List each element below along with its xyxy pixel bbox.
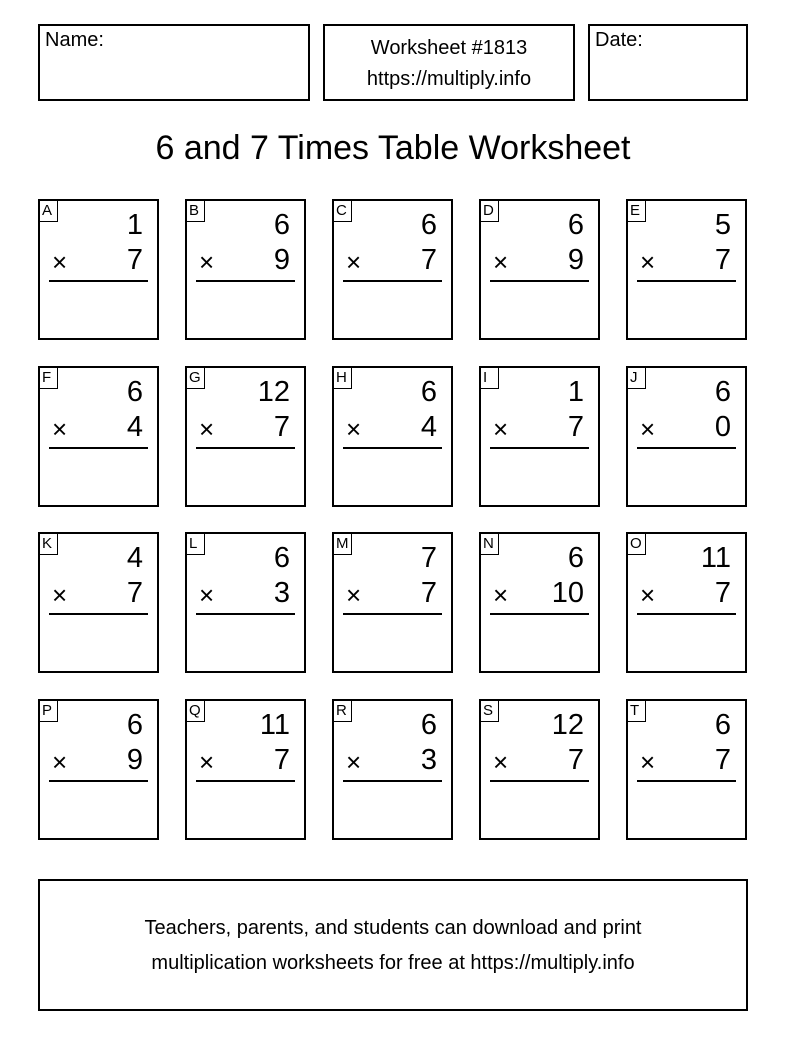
- times-icon: ×: [199, 580, 215, 610]
- multiplier: 0: [714, 411, 731, 443]
- worksheet-url: https://multiply.info: [366, 68, 532, 90]
- times-icon: ×: [199, 747, 215, 777]
- answer-line: [49, 280, 148, 282]
- multiplicand: 5: [714, 209, 731, 241]
- times-icon: ×: [346, 247, 362, 277]
- problem-letter: S: [479, 699, 499, 722]
- problem-letter: N: [479, 532, 499, 555]
- multiplicand: 6: [273, 209, 290, 241]
- problem-letter: R: [332, 699, 352, 722]
- problem-letter: M: [332, 532, 352, 555]
- times-icon: ×: [52, 747, 68, 777]
- multiplicand: 6: [714, 709, 731, 741]
- multiplier: 7: [126, 244, 143, 276]
- multiplicand: 4: [126, 542, 143, 574]
- multiplier: 7: [714, 577, 731, 609]
- multiplier: 7: [567, 411, 584, 443]
- multiplier: 7: [567, 744, 584, 776]
- problem-letter: F: [38, 366, 58, 389]
- problem-card[interactable]: [626, 199, 747, 340]
- problem-card[interactable]: [38, 199, 159, 340]
- problem-letter: Q: [185, 699, 205, 722]
- multiplier: 3: [273, 577, 290, 609]
- problem-letter: P: [38, 699, 58, 722]
- times-icon: ×: [640, 414, 656, 444]
- problem-letter: G: [185, 366, 205, 389]
- problem-letter: D: [479, 199, 499, 222]
- problem-letter: L: [185, 532, 205, 555]
- multiplier: 3: [420, 744, 437, 776]
- worksheet-number: Worksheet #1813: [370, 37, 528, 59]
- problem-letter: O: [626, 532, 646, 555]
- multiplicand: 6: [714, 376, 731, 408]
- multiplicand: 6: [567, 209, 584, 241]
- answer-line: [637, 613, 736, 615]
- times-icon: ×: [346, 580, 362, 610]
- times-icon: ×: [199, 247, 215, 277]
- problem-card[interactable]: [626, 699, 747, 840]
- multiplicand: 6: [420, 709, 437, 741]
- answer-line: [196, 280, 295, 282]
- problem-letter: E: [626, 199, 646, 222]
- problem-letter: B: [185, 199, 205, 222]
- page-title: 6 and 7 Times Table Worksheet: [155, 129, 631, 167]
- multiplicand: 6: [126, 376, 143, 408]
- problem-card[interactable]: [332, 699, 453, 840]
- problem-letter: K: [38, 532, 58, 555]
- times-icon: ×: [640, 247, 656, 277]
- multiplicand: 12: [257, 376, 290, 408]
- times-icon: ×: [52, 414, 68, 444]
- multiplicand: 6: [273, 542, 290, 574]
- answer-line: [49, 447, 148, 449]
- answer-line: [490, 613, 589, 615]
- answer-line: [196, 447, 295, 449]
- footer-note: [38, 879, 748, 1011]
- multiplicand: 12: [551, 709, 584, 741]
- times-icon: ×: [52, 580, 68, 610]
- multiplier: 4: [126, 411, 143, 443]
- multiplier: 7: [420, 577, 437, 609]
- multiplicand: 6: [420, 209, 437, 241]
- problem-card[interactable]: [185, 699, 306, 840]
- problem-card[interactable]: [479, 366, 600, 507]
- problem-card[interactable]: [626, 366, 747, 507]
- date-label: Date:: [595, 29, 643, 51]
- problem-card[interactable]: [332, 366, 453, 507]
- times-icon: ×: [52, 247, 68, 277]
- multiplicand: 6: [567, 542, 584, 574]
- problem-card[interactable]: [38, 699, 159, 840]
- multiplicand: 11: [259, 709, 290, 741]
- name-label: Name:: [45, 29, 104, 51]
- multiplier: 10: [551, 577, 584, 609]
- times-icon: ×: [493, 747, 509, 777]
- times-icon: ×: [640, 580, 656, 610]
- problem-card[interactable]: [332, 532, 453, 673]
- times-icon: ×: [346, 414, 362, 444]
- multiplier: 7: [714, 244, 731, 276]
- multiplicand: 6: [126, 709, 143, 741]
- times-icon: ×: [493, 580, 509, 610]
- problem-card[interactable]: [185, 532, 306, 673]
- answer-line: [343, 280, 442, 282]
- times-icon: ×: [346, 747, 362, 777]
- problem-card[interactable]: [479, 699, 600, 840]
- multiplicand: 11: [700, 542, 731, 574]
- multiplier: 9: [567, 244, 584, 276]
- answer-line: [637, 280, 736, 282]
- times-icon: ×: [640, 747, 656, 777]
- multiplier: 9: [273, 244, 290, 276]
- problem-card[interactable]: [38, 366, 159, 507]
- problem-letter: H: [332, 366, 352, 389]
- problem-letter: A: [38, 199, 58, 222]
- answer-line: [490, 447, 589, 449]
- times-icon: ×: [493, 414, 509, 444]
- problem-card[interactable]: [185, 199, 306, 340]
- problem-card[interactable]: [479, 532, 600, 673]
- multiplicand: 1: [567, 376, 584, 408]
- multiplier: 9: [126, 744, 143, 776]
- multiplier: 7: [714, 744, 731, 776]
- multiplicand: 1: [126, 209, 143, 241]
- answer-line: [49, 780, 148, 782]
- times-icon: ×: [493, 247, 509, 277]
- multiplier: 7: [273, 411, 290, 443]
- answer-line: [49, 613, 148, 615]
- problem-card[interactable]: [626, 532, 747, 673]
- multiplier: 7: [273, 744, 290, 776]
- answer-line: [637, 780, 736, 782]
- multiplier: 7: [126, 577, 143, 609]
- problem-card[interactable]: [332, 199, 453, 340]
- multiplier: 7: [420, 244, 437, 276]
- answer-line: [196, 780, 295, 782]
- answer-line: [490, 780, 589, 782]
- footer-line-2: multiplication worksheets for free at https://multiply.info: [151, 952, 635, 974]
- answer-line: [343, 447, 442, 449]
- problem-card[interactable]: [185, 366, 306, 507]
- problem-card[interactable]: [479, 199, 600, 340]
- problem-letter: T: [626, 699, 646, 722]
- footer-line-1: Teachers, parents, and students can download and print: [144, 917, 642, 939]
- answer-line: [637, 447, 736, 449]
- answer-line: [343, 780, 442, 782]
- problem-card[interactable]: [38, 532, 159, 673]
- problem-letter: I: [479, 366, 499, 389]
- multiplicand: 6: [420, 376, 437, 408]
- answer-line: [343, 613, 442, 615]
- multiplier: 4: [420, 411, 437, 443]
- problem-letter: J: [626, 366, 646, 389]
- problem-letter: C: [332, 199, 352, 222]
- multiplicand: 7: [420, 542, 437, 574]
- answer-line: [196, 613, 295, 615]
- times-icon: ×: [199, 414, 215, 444]
- answer-line: [490, 280, 589, 282]
